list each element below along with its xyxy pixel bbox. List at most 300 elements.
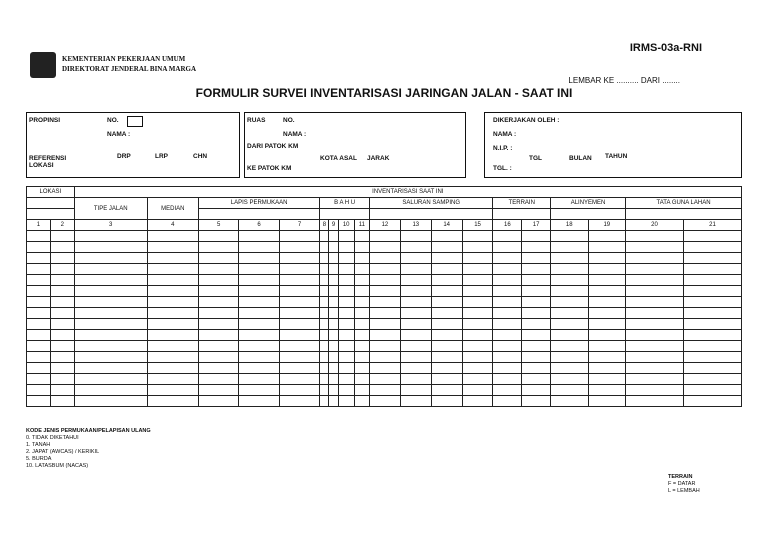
entry-cell[interactable] (239, 253, 279, 264)
entry-cell[interactable] (588, 396, 626, 407)
entry-cell[interactable] (338, 374, 354, 385)
entry-cell[interactable] (462, 319, 493, 330)
entry-cell[interactable] (50, 319, 74, 330)
entry-cell[interactable] (462, 297, 493, 308)
entry-cell[interactable] (74, 363, 147, 374)
entry-cell[interactable] (50, 253, 74, 264)
entry-cell[interactable] (329, 385, 338, 396)
entry-cell[interactable] (431, 231, 462, 242)
entry-cell[interactable] (338, 264, 354, 275)
entry-cell[interactable] (74, 385, 147, 396)
entry-cell[interactable] (431, 275, 462, 286)
entry-cell[interactable] (320, 264, 329, 275)
entry-cell[interactable] (198, 308, 238, 319)
entry-cell[interactable] (431, 297, 462, 308)
entry-cell[interactable] (74, 396, 147, 407)
entry-cell[interactable] (551, 363, 589, 374)
entry-cell[interactable] (431, 319, 462, 330)
entry-cell[interactable] (626, 253, 684, 264)
entry-cell[interactable] (50, 352, 74, 363)
entry-cell[interactable] (551, 308, 589, 319)
entry-cell[interactable] (354, 396, 369, 407)
entry-cell[interactable] (551, 319, 589, 330)
entry-cell[interactable] (588, 253, 626, 264)
entry-cell[interactable] (493, 396, 522, 407)
entry-cell[interactable] (588, 231, 626, 242)
entry-cell[interactable] (27, 363, 51, 374)
entry-cell[interactable] (522, 341, 551, 352)
entry-cell[interactable] (462, 341, 493, 352)
entry-cell[interactable] (354, 341, 369, 352)
entry-cell[interactable] (329, 319, 338, 330)
entry-cell[interactable] (50, 330, 74, 341)
entry-cell[interactable] (522, 374, 551, 385)
entry-cell[interactable] (369, 275, 400, 286)
entry-cell[interactable] (279, 341, 320, 352)
entry-cell[interactable] (320, 396, 329, 407)
entry-cell[interactable] (239, 374, 279, 385)
entry-cell[interactable] (551, 352, 589, 363)
entry-cell[interactable] (683, 242, 741, 253)
entry-cell[interactable] (338, 253, 354, 264)
entry-cell[interactable] (462, 242, 493, 253)
entry-cell[interactable] (522, 297, 551, 308)
entry-cell[interactable] (279, 253, 320, 264)
entry-cell[interactable] (683, 264, 741, 275)
entry-cell[interactable] (50, 242, 74, 253)
entry-cell[interactable] (329, 352, 338, 363)
entry-cell[interactable] (588, 242, 626, 253)
entry-cell[interactable] (626, 374, 684, 385)
entry-cell[interactable] (400, 231, 431, 242)
entry-cell[interactable] (431, 396, 462, 407)
entry-cell[interactable] (27, 253, 51, 264)
entry-cell[interactable] (198, 253, 238, 264)
entry-cell[interactable] (198, 385, 238, 396)
entry-cell[interactable] (626, 352, 684, 363)
entry-cell[interactable] (683, 396, 741, 407)
entry-cell[interactable] (626, 330, 684, 341)
entry-cell[interactable] (74, 374, 147, 385)
entry-cell[interactable] (74, 341, 147, 352)
entry-cell[interactable] (493, 385, 522, 396)
entry-cell[interactable] (626, 231, 684, 242)
entry-cell[interactable] (493, 297, 522, 308)
entry-cell[interactable] (493, 341, 522, 352)
province-no-input[interactable] (127, 116, 143, 127)
entry-cell[interactable] (683, 286, 741, 297)
entry-cell[interactable] (147, 297, 198, 308)
entry-cell[interactable] (354, 319, 369, 330)
entry-cell[interactable] (279, 330, 320, 341)
entry-cell[interactable] (369, 286, 400, 297)
entry-cell[interactable] (588, 330, 626, 341)
entry-cell[interactable] (198, 297, 238, 308)
entry-cell[interactable] (493, 352, 522, 363)
entry-cell[interactable] (27, 264, 51, 275)
entry-cell[interactable] (588, 341, 626, 352)
entry-cell[interactable] (198, 396, 238, 407)
entry-cell[interactable] (198, 330, 238, 341)
entry-cell[interactable] (338, 385, 354, 396)
entry-cell[interactable] (338, 231, 354, 242)
entry-cell[interactable] (551, 396, 589, 407)
entry-cell[interactable] (329, 253, 338, 264)
entry-cell[interactable] (354, 308, 369, 319)
entry-cell[interactable] (493, 319, 522, 330)
entry-cell[interactable] (683, 231, 741, 242)
entry-cell[interactable] (239, 286, 279, 297)
entry-cell[interactable] (329, 231, 338, 242)
entry-cell[interactable] (431, 253, 462, 264)
entry-cell[interactable] (400, 297, 431, 308)
entry-cell[interactable] (522, 319, 551, 330)
entry-cell[interactable] (279, 297, 320, 308)
entry-cell[interactable] (683, 297, 741, 308)
entry-cell[interactable] (74, 264, 147, 275)
entry-cell[interactable] (329, 396, 338, 407)
entry-cell[interactable] (354, 286, 369, 297)
entry-cell[interactable] (462, 330, 493, 341)
entry-cell[interactable] (551, 242, 589, 253)
entry-cell[interactable] (522, 385, 551, 396)
entry-cell[interactable] (147, 396, 198, 407)
entry-cell[interactable] (522, 275, 551, 286)
entry-cell[interactable] (588, 352, 626, 363)
entry-cell[interactable] (279, 396, 320, 407)
entry-cell[interactable] (626, 396, 684, 407)
entry-cell[interactable] (50, 363, 74, 374)
entry-cell[interactable] (354, 264, 369, 275)
entry-cell[interactable] (239, 308, 279, 319)
entry-cell[interactable] (369, 297, 400, 308)
entry-cell[interactable] (27, 308, 51, 319)
entry-cell[interactable] (338, 308, 354, 319)
entry-cell[interactable] (400, 286, 431, 297)
entry-cell[interactable] (74, 253, 147, 264)
entry-cell[interactable] (279, 286, 320, 297)
entry-cell[interactable] (522, 352, 551, 363)
entry-cell[interactable] (462, 231, 493, 242)
entry-cell[interactable] (369, 385, 400, 396)
entry-cell[interactable] (354, 231, 369, 242)
entry-cell[interactable] (329, 275, 338, 286)
entry-cell[interactable] (147, 319, 198, 330)
entry-cell[interactable] (50, 308, 74, 319)
entry-cell[interactable] (27, 286, 51, 297)
entry-cell[interactable] (279, 319, 320, 330)
entry-cell[interactable] (338, 319, 354, 330)
entry-cell[interactable] (431, 242, 462, 253)
entry-cell[interactable] (431, 286, 462, 297)
entry-cell[interactable] (198, 286, 238, 297)
entry-cell[interactable] (431, 264, 462, 275)
entry-cell[interactable] (147, 253, 198, 264)
entry-cell[interactable] (431, 352, 462, 363)
entry-cell[interactable] (551, 385, 589, 396)
entry-cell[interactable] (400, 352, 431, 363)
entry-cell[interactable] (400, 275, 431, 286)
entry-cell[interactable] (683, 308, 741, 319)
entry-cell[interactable] (279, 352, 320, 363)
entry-cell[interactable] (74, 330, 147, 341)
entry-cell[interactable] (369, 374, 400, 385)
entry-cell[interactable] (462, 396, 493, 407)
entry-cell[interactable] (369, 319, 400, 330)
entry-cell[interactable] (239, 363, 279, 374)
entry-cell[interactable] (522, 308, 551, 319)
entry-cell[interactable] (369, 253, 400, 264)
entry-cell[interactable] (551, 231, 589, 242)
entry-cell[interactable] (588, 374, 626, 385)
entry-cell[interactable] (147, 385, 198, 396)
entry-cell[interactable] (354, 374, 369, 385)
entry-cell[interactable] (198, 264, 238, 275)
entry-cell[interactable] (551, 374, 589, 385)
entry-cell[interactable] (551, 253, 589, 264)
entry-cell[interactable] (198, 341, 238, 352)
entry-cell[interactable] (50, 396, 74, 407)
entry-cell[interactable] (279, 231, 320, 242)
entry-cell[interactable] (27, 242, 51, 253)
entry-cell[interactable] (683, 363, 741, 374)
entry-cell[interactable] (198, 242, 238, 253)
entry-cell[interactable] (369, 396, 400, 407)
entry-cell[interactable] (338, 330, 354, 341)
entry-cell[interactable] (50, 231, 74, 242)
entry-cell[interactable] (239, 242, 279, 253)
entry-cell[interactable] (354, 330, 369, 341)
entry-cell[interactable] (50, 385, 74, 396)
entry-cell[interactable] (400, 308, 431, 319)
entry-cell[interactable] (147, 374, 198, 385)
entry-cell[interactable] (626, 264, 684, 275)
entry-cell[interactable] (27, 330, 51, 341)
entry-cell[interactable] (27, 231, 51, 242)
entry-cell[interactable] (320, 253, 329, 264)
entry-cell[interactable] (320, 297, 329, 308)
entry-cell[interactable] (27, 396, 51, 407)
entry-cell[interactable] (27, 275, 51, 286)
entry-cell[interactable] (522, 231, 551, 242)
entry-cell[interactable] (74, 319, 147, 330)
entry-cell[interactable] (74, 297, 147, 308)
entry-cell[interactable] (279, 275, 320, 286)
entry-cell[interactable] (279, 264, 320, 275)
entry-cell[interactable] (400, 264, 431, 275)
entry-cell[interactable] (354, 363, 369, 374)
entry-cell[interactable] (400, 253, 431, 264)
entry-cell[interactable] (320, 286, 329, 297)
entry-cell[interactable] (522, 286, 551, 297)
entry-cell[interactable] (74, 275, 147, 286)
entry-cell[interactable] (588, 385, 626, 396)
entry-cell[interactable] (462, 374, 493, 385)
entry-cell[interactable] (369, 231, 400, 242)
entry-cell[interactable] (198, 231, 238, 242)
entry-cell[interactable] (320, 385, 329, 396)
entry-cell[interactable] (588, 308, 626, 319)
entry-cell[interactable] (338, 396, 354, 407)
entry-cell[interactable] (329, 374, 338, 385)
entry-cell[interactable] (239, 231, 279, 242)
entry-cell[interactable] (493, 242, 522, 253)
entry-cell[interactable] (147, 242, 198, 253)
entry-cell[interactable] (588, 275, 626, 286)
entry-cell[interactable] (431, 374, 462, 385)
entry-cell[interactable] (27, 352, 51, 363)
entry-cell[interactable] (239, 275, 279, 286)
entry-cell[interactable] (338, 286, 354, 297)
entry-cell[interactable] (329, 297, 338, 308)
entry-cell[interactable] (462, 264, 493, 275)
entry-cell[interactable] (400, 363, 431, 374)
entry-cell[interactable] (626, 297, 684, 308)
entry-cell[interactable] (74, 352, 147, 363)
entry-cell[interactable] (27, 319, 51, 330)
entry-cell[interactable] (50, 275, 74, 286)
entry-cell[interactable] (198, 275, 238, 286)
entry-cell[interactable] (147, 231, 198, 242)
entry-cell[interactable] (462, 352, 493, 363)
entry-cell[interactable] (462, 253, 493, 264)
entry-cell[interactable] (462, 275, 493, 286)
entry-cell[interactable] (147, 352, 198, 363)
entry-cell[interactable] (198, 374, 238, 385)
entry-cell[interactable] (369, 363, 400, 374)
entry-cell[interactable] (551, 286, 589, 297)
entry-cell[interactable] (198, 363, 238, 374)
entry-cell[interactable] (147, 286, 198, 297)
entry-cell[interactable] (147, 363, 198, 374)
entry-cell[interactable] (551, 264, 589, 275)
entry-cell[interactable] (588, 264, 626, 275)
entry-cell[interactable] (683, 374, 741, 385)
entry-cell[interactable] (27, 385, 51, 396)
entry-cell[interactable] (431, 363, 462, 374)
entry-cell[interactable] (329, 308, 338, 319)
entry-cell[interactable] (279, 374, 320, 385)
entry-cell[interactable] (400, 385, 431, 396)
entry-cell[interactable] (522, 396, 551, 407)
entry-cell[interactable] (329, 341, 338, 352)
entry-cell[interactable] (369, 264, 400, 275)
entry-cell[interactable] (431, 341, 462, 352)
entry-cell[interactable] (239, 297, 279, 308)
entry-cell[interactable] (462, 286, 493, 297)
entry-cell[interactable] (239, 319, 279, 330)
entry-cell[interactable] (329, 330, 338, 341)
entry-cell[interactable] (431, 330, 462, 341)
entry-cell[interactable] (74, 308, 147, 319)
entry-cell[interactable] (522, 363, 551, 374)
entry-cell[interactable] (279, 242, 320, 253)
entry-cell[interactable] (626, 308, 684, 319)
entry-cell[interactable] (683, 385, 741, 396)
entry-cell[interactable] (462, 308, 493, 319)
entry-cell[interactable] (239, 385, 279, 396)
entry-cell[interactable] (354, 297, 369, 308)
entry-cell[interactable] (239, 330, 279, 341)
entry-cell[interactable] (320, 363, 329, 374)
entry-cell[interactable] (493, 253, 522, 264)
entry-cell[interactable] (493, 275, 522, 286)
entry-cell[interactable] (329, 242, 338, 253)
entry-cell[interactable] (493, 374, 522, 385)
entry-cell[interactable] (683, 319, 741, 330)
entry-cell[interactable] (338, 341, 354, 352)
entry-cell[interactable] (198, 352, 238, 363)
entry-cell[interactable] (50, 297, 74, 308)
entry-cell[interactable] (329, 363, 338, 374)
entry-cell[interactable] (400, 396, 431, 407)
entry-cell[interactable] (522, 253, 551, 264)
entry-cell[interactable] (198, 319, 238, 330)
entry-cell[interactable] (279, 308, 320, 319)
entry-cell[interactable] (369, 308, 400, 319)
entry-cell[interactable] (147, 341, 198, 352)
entry-cell[interactable] (329, 286, 338, 297)
entry-cell[interactable] (493, 308, 522, 319)
entry-cell[interactable] (354, 275, 369, 286)
entry-cell[interactable] (147, 275, 198, 286)
entry-cell[interactable] (400, 242, 431, 253)
entry-cell[interactable] (626, 286, 684, 297)
entry-cell[interactable] (239, 352, 279, 363)
entry-cell[interactable] (338, 297, 354, 308)
entry-cell[interactable] (588, 286, 626, 297)
entry-cell[interactable] (50, 374, 74, 385)
entry-cell[interactable] (354, 385, 369, 396)
entry-cell[interactable] (626, 242, 684, 253)
entry-cell[interactable] (320, 330, 329, 341)
entry-cell[interactable] (320, 319, 329, 330)
entry-cell[interactable] (400, 374, 431, 385)
entry-cell[interactable] (50, 264, 74, 275)
entry-cell[interactable] (493, 363, 522, 374)
entry-cell[interactable] (338, 363, 354, 374)
entry-cell[interactable] (551, 275, 589, 286)
entry-cell[interactable] (588, 319, 626, 330)
entry-cell[interactable] (147, 264, 198, 275)
entry-cell[interactable] (493, 231, 522, 242)
entry-cell[interactable] (431, 308, 462, 319)
entry-cell[interactable] (74, 231, 147, 242)
entry-cell[interactable] (320, 231, 329, 242)
entry-cell[interactable] (493, 286, 522, 297)
entry-cell[interactable] (320, 242, 329, 253)
entry-cell[interactable] (683, 275, 741, 286)
entry-cell[interactable] (493, 330, 522, 341)
entry-cell[interactable] (369, 242, 400, 253)
entry-cell[interactable] (147, 330, 198, 341)
entry-cell[interactable] (551, 341, 589, 352)
entry-cell[interactable] (320, 352, 329, 363)
entry-cell[interactable] (320, 275, 329, 286)
entry-cell[interactable] (320, 374, 329, 385)
entry-cell[interactable] (329, 264, 338, 275)
entry-cell[interactable] (588, 297, 626, 308)
entry-cell[interactable] (320, 308, 329, 319)
entry-cell[interactable] (50, 341, 74, 352)
entry-cell[interactable] (522, 330, 551, 341)
entry-cell[interactable] (462, 363, 493, 374)
entry-cell[interactable] (400, 341, 431, 352)
entry-cell[interactable] (551, 297, 589, 308)
entry-cell[interactable] (683, 253, 741, 264)
entry-cell[interactable] (279, 385, 320, 396)
entry-cell[interactable] (338, 242, 354, 253)
